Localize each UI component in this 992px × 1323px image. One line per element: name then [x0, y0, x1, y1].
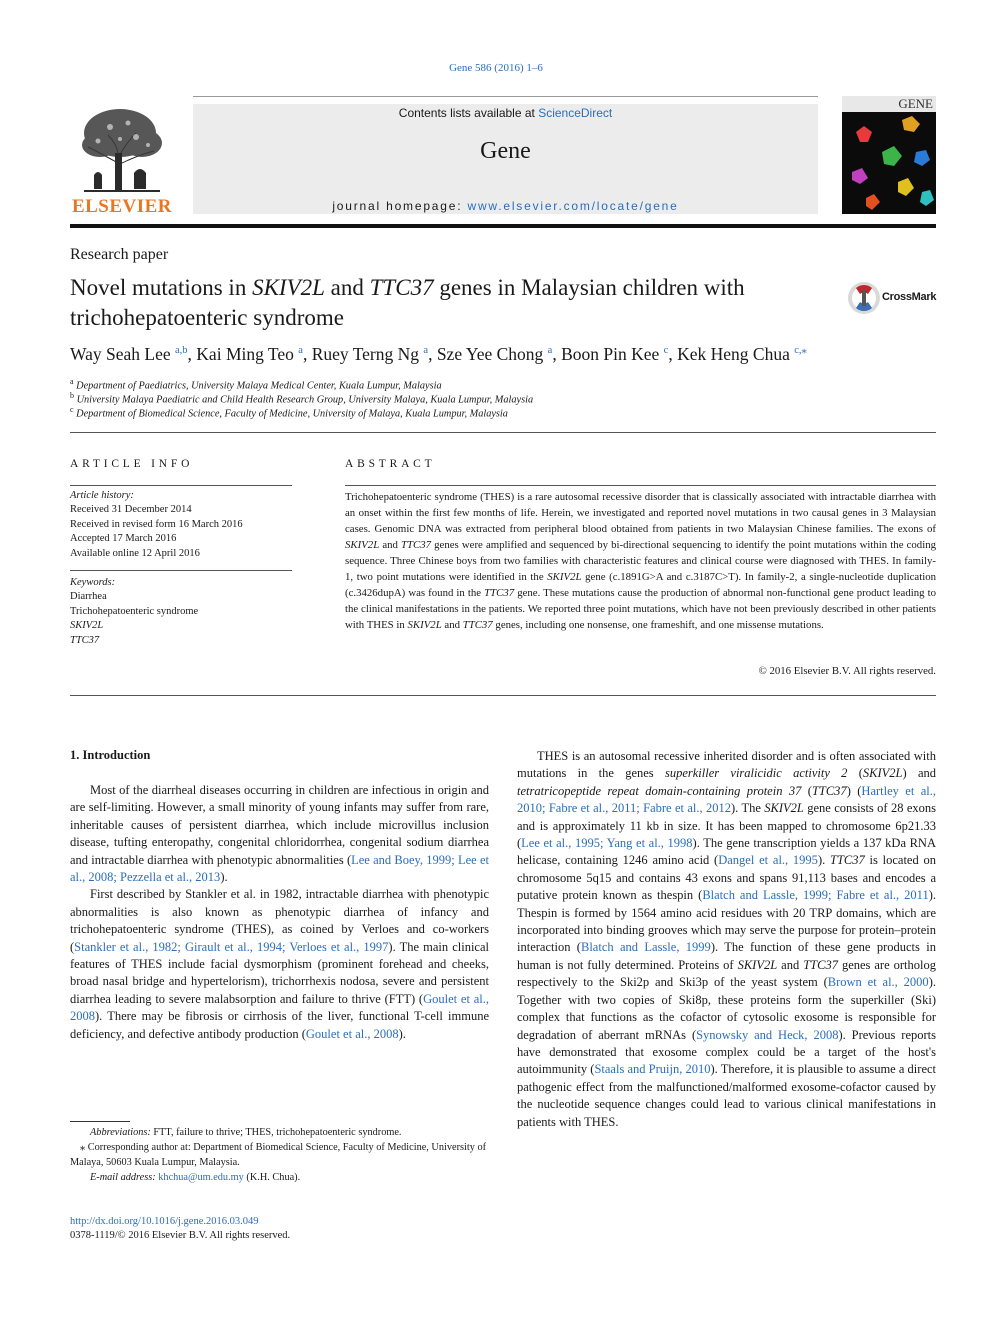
text-segment: ). There may be fibrosis or cirrhosis of the liver, functional T-cell immune deficiency, and defective antibody production (: [70, 1009, 489, 1041]
issn-line: 0378-1119/© 2016 Elsevier B.V. All rights reserved.: [70, 1230, 291, 1241]
affiliation-text: University Malaya Paediatric and Child Health Research Group, University Malaya, Kuala Lumpur, Malaysia: [76, 394, 534, 406]
gene-name: superkiller viralicidic activity 2: [664, 766, 848, 781]
abstract-segment: and: [379, 539, 402, 551]
history-revised: Received in revised form 16 March 2016: [70, 518, 243, 530]
header-top-rule: [193, 96, 818, 97]
text-segment: is located on chromosome 5q15 and contains 43 exons and spans 91,113 bases and encodes a putative protein known as thespin (: [517, 853, 936, 903]
keyword: SKIV2L: [70, 620, 104, 632]
cover-art: [842, 112, 936, 214]
citation-link[interactable]: Staals and Pruijn, 2010: [594, 1062, 711, 1077]
text-segment: ). Thespin is formed by 1564 amino acid residues with 20 TRP domains, which are incorporated into binding grooves which may serve the purpose for protein–protein interaction (: [517, 888, 936, 955]
body-column-right: [517, 748, 936, 1131]
body-column-left: [70, 782, 489, 1043]
author-affil-sup[interactable]: a,b: [175, 345, 188, 357]
affiliation-a: [70, 377, 442, 391]
abstract-heading: ABSTRACT: [345, 458, 436, 470]
gene-name: TTC37: [830, 853, 865, 868]
citation-link[interactable]: Hartley et al., 2010; Fabre et al., 2011; Fabre et al., 2012: [517, 783, 936, 816]
author-name[interactable]: Kai Ming Teo: [196, 344, 294, 364]
text-segment: ). Therefore, it is plausible to assume a direct pathogenic effect from the malfunctioned/malformed exosome-cofactor caused by the nucleotide sequence changes could lead to various clinical manifestations in patients with THES.: [517, 1062, 937, 1129]
title-gene1: SKIV2L: [252, 275, 325, 300]
journal-homepage-link[interactable]: www.elsevier.com/locate/gene: [467, 199, 679, 213]
abstract-segment: Trichohepatoenteric syndrome (THES) is a rare autosomal recessive disorder that is classically associated with intractable diarrhea with an onset within the first few months of life. Herein, we investigated and reported novel mutations in two causal genes in 3 Malaysian cases. Genomic DNA was extracted from peripheral blood obtained from patients in two Malaysian Chinese families. The exons of: [345, 491, 936, 535]
journal-title: Gene: [480, 138, 531, 164]
journal-cover-image: [842, 96, 936, 214]
author-name[interactable]: Kek Heng Chua: [677, 344, 790, 364]
footnote-abbreviations: [70, 1125, 489, 1140]
text-segment: ). The function of these gene products in human is not fully determined. Proteins of: [517, 940, 936, 972]
footnote-rule: [70, 1121, 130, 1122]
article-history: [70, 489, 292, 561]
citation-link[interactable]: Goulet et al., 2008: [305, 1026, 399, 1041]
history-received: Received 31 December 2014: [70, 504, 192, 516]
citation-link[interactable]: Lee and Boey, 1999; Lee et al., 2008; Pezzella et al., 2013: [70, 852, 489, 885]
paragraph: [517, 748, 936, 1131]
keywords-block: [70, 576, 292, 648]
abstract-segment: genes, including one nonsense, one frameshift, and one missense mutations.: [492, 619, 824, 631]
citation-link[interactable]: Brown et al., 2000: [827, 975, 929, 990]
author-name[interactable]: Ruey Terng Ng: [311, 344, 420, 364]
text-segment: ). The gene transcription yields a 137 kDa RNA helicase, containing 1246 amino acid (: [517, 836, 936, 868]
sciencedirect-link[interactable]: ScienceDirect: [538, 106, 613, 120]
abstract-bottom-rule: [70, 695, 936, 696]
abstract-copyright: © 2016 Elsevier B.V. All rights reserved.: [758, 665, 936, 677]
history-label: Article history:: [70, 490, 134, 501]
abstract-segment: genes were amplified and sequenced by bi-directional sequencing to identify the point mutations within the coding sequence. Three Chinese boys from two families with characteristic features and clinical course were diagnosed with THES. In family-1, two point mutations were identified in the: [345, 539, 936, 583]
author-affil-sup[interactable]: c: [663, 345, 669, 357]
text-segment: (: [801, 783, 812, 798]
affiliation-text: Department of Paediatrics, University Malaya Medical Center, Kuala Lumpur, Malaysia: [76, 380, 442, 392]
text-segment: ) and: [902, 766, 936, 781]
section-heading-introduction: 1. Introduction: [70, 748, 151, 762]
text-segment: and: [777, 957, 804, 972]
abstract-gene: TTC37: [401, 539, 432, 551]
citation-link[interactable]: Goulet et al., 2008: [70, 991, 489, 1024]
text-segment: (: [847, 766, 863, 781]
citation-link[interactable]: Stankler et al., 1982; Girault et al., 1994; Verloes et al., 1997: [74, 939, 389, 954]
cover-title: GENE: [842, 96, 936, 112]
affiliation-rule: [70, 432, 936, 433]
title-part2: and: [324, 275, 370, 300]
abstract-segment: gene (c.1891G>A and c.3187C>T). In family-2, a single-nucleotide duplication (c.3426dupA) was found in the: [345, 571, 937, 599]
abstract-segment: and: [441, 619, 463, 631]
footnotes: [70, 1125, 489, 1185]
affiliation-b: [70, 391, 533, 405]
keyword: Diarrhea: [70, 591, 107, 603]
text-segment: genes are ortholog respectively to the Ski2p and Ski3p of the yeast system (: [517, 957, 936, 990]
gene-name: SKIV2L: [737, 957, 778, 972]
history-accepted: Accepted 17 March 2016: [70, 533, 177, 545]
article-title: [70, 273, 810, 333]
footnote-text: FTT, failure to thrive; THES, trichohepatoenteric syndrome.: [150, 1127, 402, 1138]
footnote-label: E-mail address:: [90, 1172, 156, 1183]
footnote-text: Corresponding author at: Department of Biomedical Science, Faculty of Medicine, University of Malaya, 50603 Kuala Lumpur, Malaysia.: [70, 1142, 487, 1168]
title-gene2: TTC37: [369, 275, 434, 300]
gene-name: SKIV2L: [862, 766, 903, 781]
text-segment: ).: [220, 870, 228, 885]
affiliation-sup: b: [70, 391, 74, 400]
journal-homepage-line: [193, 199, 818, 213]
text-segment: ).: [817, 853, 830, 868]
title-part1: Novel mutations in: [70, 275, 253, 300]
abstract-rule: [345, 485, 936, 486]
text-segment: ). The main clinical features of THES include facial dysmorphism (prominent forehead and cheeks, broad nasal bridge and hypertelorism), trichorrhexis nodosa, severe and persistent diarrhea leading to severe malabsorption and failure to thrive (FTT) (: [70, 939, 489, 1006]
journal-citation-link[interactable]: Gene 586 (2016) 1–6: [449, 62, 543, 74]
gene-name: TTC37: [803, 957, 838, 972]
article-info-heading: ARTICLE INFO: [70, 458, 194, 470]
paragraph: [70, 886, 489, 1043]
email-link[interactable]: khchua@um.edu.my: [158, 1172, 244, 1183]
abstract-gene: TTC37: [462, 619, 493, 631]
text-segment: ). Together with two copies of Ski8p, these proteins form the superkiller (Ski) complex that functions as the cofactor of cytosolic exosome is responsible for degradation of aberrant mRNAs (: [517, 975, 936, 1042]
contents-prefix: Contents lists available at: [398, 106, 539, 120]
author-affil-sup[interactable]: a: [298, 345, 303, 357]
keywords-rule: [70, 570, 292, 571]
author-name[interactable]: Sze Yee Chong: [436, 344, 544, 364]
text-segment: Most of the diarrheal diseases occurring in children are infectious in origin and are self-limiting. However, a small minority of young infants may suffer from rare, inheritable causes of persistent diarrhea, which include microvillus inclusion disease, tufting enteropathy, congenital chloridorrhea, congenital sodium diarrhea and intractable diarrhea with phenotypic abnormalities (: [70, 783, 489, 867]
author-name[interactable]: Boon Pin Kee: [561, 344, 660, 364]
abstract-gene: SKIV2L: [547, 571, 582, 583]
keyword: Trichohepatoenteric syndrome: [70, 605, 199, 617]
elsevier-wordmark: ELSEVIER: [71, 196, 173, 217]
citation-link[interactable]: Blatch and Lassle, 1999; Fabre et al., 2011: [702, 888, 929, 903]
author-affil-sup[interactable]: a: [423, 345, 429, 357]
text-segment: ). The: [731, 801, 765, 816]
paragraph: [70, 782, 489, 886]
affiliation-sup: c: [70, 405, 74, 414]
text-segment: ). Previous reports have demonstrated that exosome complex could be a target of the host's autoimmunity (: [517, 1027, 937, 1077]
text-segment: ) (: [846, 783, 862, 798]
abstract-segment: gene. These mutations cause the production of abnormal non-functional gene product leading to the clinical manifestations in the patients. We reported three point mutations, which have not been previously described in other patients with THES in: [345, 587, 936, 631]
crossmark-label[interactable]: CrossMark: [882, 291, 937, 303]
article-info-rule: [70, 485, 292, 486]
footnote-mark: ⁎: [80, 1142, 86, 1153]
citation-link[interactable]: Blatch and Lassle, 1999: [580, 940, 711, 955]
homepage-prefix: journal homepage:: [332, 199, 468, 213]
article-type: Research paper: [70, 246, 169, 263]
abstract-gene: TTC37: [484, 587, 515, 599]
header-thick-rule: [70, 224, 936, 228]
footnote-email: [70, 1170, 489, 1185]
author-affil-sup[interactable]: a: [547, 345, 553, 357]
doi-link[interactable]: http://dx.doi.org/10.1016/j.gene.2016.03.049: [70, 1216, 259, 1227]
keywords-label: Keywords:: [70, 577, 116, 588]
text-segment: THES is an autosomal recessive inherited disorder and is often associated with mutations in the genes: [517, 749, 936, 781]
affiliation-c: [70, 405, 508, 419]
gene-name: SKIV2L: [764, 801, 804, 816]
text-segment: gene consists of 28 exons and is approximately 11 kb in size. It has been mapped to chromosome 6p21.33 (: [517, 801, 936, 851]
footnote-corresponding: [70, 1140, 489, 1170]
keyword: TTC37: [70, 634, 100, 646]
author-list: Way Seah Lee $^{a,b}$, Kai Ming Teo $^a$, Ruey Terng Ng $^a$, Sze Yee Chong $^a$, Boon Pin Kee $^c$, Kek Heng Chua $^{c,⁎}$: [70, 344, 807, 364]
abstract-gene: SKIV2L: [407, 619, 442, 631]
gene-name: TTC37: [811, 783, 847, 798]
affiliation-sup: a: [70, 377, 74, 386]
abstract-gene: SKIV2L: [345, 539, 380, 551]
affiliation-text: Department of Biomedical Science, Faculty of Medicine, University of Malaya, Kuala Lumpur, Malaysia: [76, 408, 508, 420]
citation-link[interactable]: Synowsky and Heck, 2008: [696, 1027, 839, 1042]
footnote-text: (K.H. Chua).: [243, 1172, 301, 1183]
history-online: Available online 12 April 2016: [70, 547, 200, 559]
author-affil-sup[interactable]: c,⁎: [794, 345, 807, 357]
footnote-label: Abbreviations:: [90, 1127, 151, 1138]
gene-name: tetratricopeptide repeat domain-containing protein 37: [517, 783, 802, 798]
abstract-text: [345, 489, 936, 633]
text-segment: ).: [398, 1026, 406, 1041]
author-name[interactable]: Way Seah Lee: [70, 344, 171, 364]
text-segment: First described by Stankler et al. in 1982, intractable diarrhea with phenotypic abnormalities is also known as phenotypic diarrhea of infancy and trichohepatoenteric syndrome (THES), as coined by Verloes and co-workers (: [70, 887, 489, 954]
citation-link[interactable]: Lee et al., 1995; Yang et al., 1998: [521, 836, 693, 851]
citation-link[interactable]: Dangel et al., 1995: [718, 853, 818, 868]
contents-available-line: [193, 106, 818, 120]
title-part3: genes in Malaysian children with trichohepatoenteric syndrome: [70, 275, 745, 330]
